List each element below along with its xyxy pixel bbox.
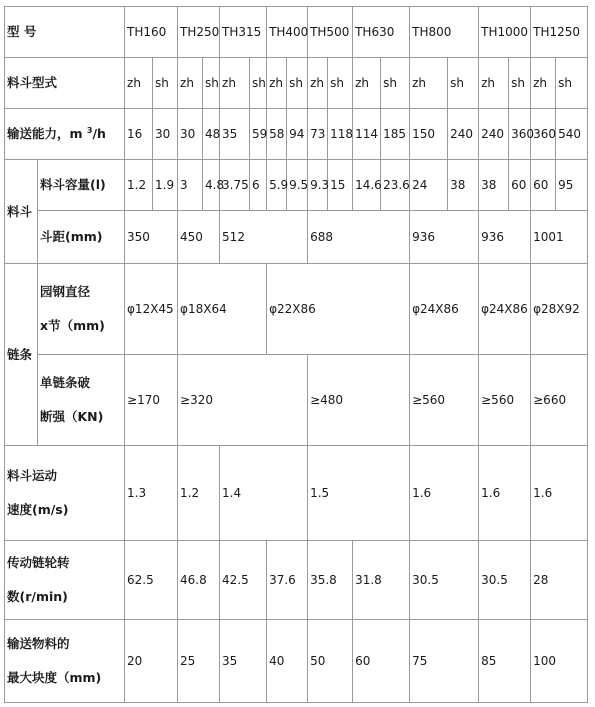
rpm-line-2: 数(r/min)	[7, 589, 68, 604]
max-lump-cell: 100	[531, 620, 588, 703]
rpm-cell: 31.8	[353, 541, 410, 620]
bucket-pitch-cell: 350	[125, 211, 178, 264]
label-max-lump	[5, 620, 125, 703]
bucket-type-cell: sh	[448, 58, 479, 109]
rpm-line-1: 传动链轮转	[7, 555, 70, 571]
chain-diameter-line-2: x节（mm)	[40, 318, 105, 333]
bucket-volume-cell: 38	[479, 160, 509, 211]
max-lump-line-1: 输送物料的	[7, 636, 70, 652]
bucket-volume-cell: 9.3	[308, 160, 328, 211]
speed-cell: 1.5	[308, 446, 410, 541]
bucket-pitch-cell: 688	[308, 211, 410, 264]
capacity-cell: 30	[153, 109, 178, 160]
capacity-cell: 240	[479, 109, 509, 160]
capacity-cell: 185	[381, 109, 410, 160]
capacity-cell: 35	[220, 109, 250, 160]
rpm-cell: 46.8	[178, 541, 220, 620]
capacity-cell: 360	[531, 109, 556, 160]
chain-break-line-2: 断强（KN)	[40, 409, 104, 424]
speed-cell: 1.6	[479, 446, 531, 541]
max-lump-cell: 60	[353, 620, 410, 703]
bucket-volume-cell: 9.5	[287, 160, 308, 211]
label-bucket-type: 料斗型式	[5, 58, 125, 109]
chain-diameter-cell: φ24X86	[410, 264, 479, 355]
capacity-cell: 360	[509, 109, 531, 160]
bucket-type-cell: zh	[410, 58, 448, 109]
capacity-label-unit: /h	[92, 126, 106, 142]
bucket-type-cell: zh	[125, 58, 153, 109]
speed-line-2: 速度(m/s)	[7, 502, 69, 517]
model-cell: TH630	[353, 7, 410, 58]
speed-cell: 1.3	[125, 446, 178, 541]
bucket-type-cell: zh	[308, 58, 328, 109]
max-lump-cell: 85	[479, 620, 531, 703]
model-cell: TH500	[308, 7, 353, 58]
bucket-volume-cell: 60	[509, 160, 531, 211]
capacity-cell: 58	[267, 109, 287, 160]
capacity-cell: 118	[328, 109, 353, 160]
chain-diameter-cell: φ18X64	[178, 264, 267, 355]
row-speed	[5, 446, 588, 541]
chain-break-cell: ≥560	[479, 355, 531, 446]
row-chain-diameter	[5, 264, 588, 355]
bucket-type-cell: zh	[353, 58, 381, 109]
capacity-cell: 150	[410, 109, 448, 160]
capacity-cell: 540	[556, 109, 588, 160]
chain-diameter-cell: φ12X45	[125, 264, 178, 355]
bucket-type-cell: sh	[203, 58, 220, 109]
bucket-type-cell: zh	[479, 58, 509, 109]
bucket-pitch-cell: 450	[178, 211, 220, 264]
label-speed	[5, 446, 125, 541]
label-chain-group: 链条	[5, 264, 38, 446]
chain-break-cell: ≥480	[308, 355, 410, 446]
chain-break-cell: ≥660	[531, 355, 588, 446]
bucket-volume-cell: 3	[178, 160, 203, 211]
bucket-type-cell: sh	[250, 58, 267, 109]
row-bucket-volume	[5, 160, 588, 211]
chain-break-cell: ≥320	[178, 355, 308, 446]
label-bucket-pitch: 斗距(mm)	[38, 211, 125, 264]
bucket-volume-cell: 24	[410, 160, 448, 211]
label-chain-diameter	[38, 264, 125, 355]
bucket-pitch-cell: 1001	[531, 211, 588, 264]
label-rpm	[5, 541, 125, 620]
bucket-volume-cell: 3.75	[220, 160, 250, 211]
row-bucket-type	[5, 58, 588, 109]
row-model	[5, 7, 588, 58]
bucket-pitch-cell: 936	[410, 211, 479, 264]
bucket-volume-cell: 4.8	[203, 160, 220, 211]
bucket-volume-cell: 38	[448, 160, 479, 211]
rpm-cell: 35.8	[308, 541, 353, 620]
bucket-volume-cell: 1.2	[125, 160, 153, 211]
capacity-label-text: 输送能力，m	[7, 126, 83, 142]
chain-break-cell: ≥170	[125, 355, 178, 446]
row-chain-break	[5, 355, 588, 446]
rpm-cell: 30.5	[410, 541, 479, 620]
capacity-cell: 48	[203, 109, 220, 160]
bucket-volume-cell: 95	[556, 160, 588, 211]
bucket-pitch-cell: 512	[220, 211, 308, 264]
bucket-type-cell: sh	[328, 58, 353, 109]
bucket-volume-cell: 6	[250, 160, 267, 211]
capacity-cell: 240	[448, 109, 479, 160]
chain-diameter-cell: φ24X86	[479, 264, 531, 355]
speed-cell: 1.2	[178, 446, 220, 541]
capacity-cell: 30	[178, 109, 203, 160]
bucket-type-cell: sh	[153, 58, 178, 109]
bucket-volume-cell: 15	[328, 160, 353, 211]
bucket-type-cell: sh	[509, 58, 531, 109]
speed-cell: 1.4	[220, 446, 308, 541]
model-cell: TH400	[267, 7, 308, 58]
model-cell: TH315	[220, 7, 267, 58]
max-lump-line-2: 最大块度（mm)	[7, 670, 102, 685]
row-bucket-pitch	[5, 211, 588, 264]
spec-table	[4, 6, 588, 703]
speed-line-1: 料斗运动	[7, 468, 58, 484]
bucket-type-cell: zh	[220, 58, 250, 109]
capacity-label-sup: 3	[86, 126, 93, 136]
row-max-lump	[5, 620, 588, 703]
bucket-volume-cell: 23.6	[381, 160, 410, 211]
bucket-type-cell: zh	[267, 58, 287, 109]
rpm-cell: 30.5	[479, 541, 531, 620]
label-bucket-group: 料斗	[5, 160, 38, 264]
max-lump-cell: 25	[178, 620, 220, 703]
model-cell: TH800	[410, 7, 479, 58]
capacity-cell: 114	[353, 109, 381, 160]
capacity-cell: 16	[125, 109, 153, 160]
model-cell: TH160	[125, 7, 178, 58]
bucket-volume-cell: 60	[531, 160, 556, 211]
row-rpm	[5, 541, 588, 620]
label-chain-break	[38, 355, 125, 446]
bucket-volume-cell: 5.9	[267, 160, 287, 211]
max-lump-cell: 20	[125, 620, 178, 703]
speed-cell: 1.6	[410, 446, 479, 541]
bucket-type-cell: sh	[381, 58, 410, 109]
capacity-cell: 73	[308, 109, 328, 160]
row-capacity	[5, 109, 588, 160]
label-bucket-volume: 料斗容量(l)	[38, 160, 125, 211]
bucket-volume-cell: 14.6	[353, 160, 381, 211]
model-cell: TH1250	[531, 7, 588, 58]
rpm-cell: 28	[531, 541, 588, 620]
rpm-cell: 42.5	[220, 541, 267, 620]
bucket-pitch-cell: 936	[479, 211, 531, 264]
capacity-cell: 94	[287, 109, 308, 160]
bucket-type-cell: zh	[178, 58, 203, 109]
chain-diameter-cell: φ22X86	[267, 264, 410, 355]
speed-cell: 1.6	[531, 446, 588, 541]
capacity-cell: 59	[250, 109, 267, 160]
max-lump-cell: 75	[410, 620, 479, 703]
chain-diameter-cell: φ28X92	[531, 264, 588, 355]
rpm-cell: 62.5	[125, 541, 178, 620]
label-capacity	[5, 109, 125, 160]
model-cell: TH1000	[479, 7, 531, 58]
bucket-type-cell: sh	[287, 58, 308, 109]
chain-break-line-1: 单链条破	[40, 375, 91, 391]
model-cell: TH250	[178, 7, 220, 58]
max-lump-cell: 50	[308, 620, 353, 703]
bucket-type-cell: sh	[556, 58, 588, 109]
max-lump-cell: 40	[267, 620, 308, 703]
max-lump-cell: 35	[220, 620, 267, 703]
bucket-volume-cell: 1.9	[153, 160, 178, 211]
bucket-type-cell: zh	[531, 58, 556, 109]
rpm-cell: 37.6	[267, 541, 308, 620]
chain-diameter-line-1: 园钢直径	[40, 284, 91, 300]
label-model: 型 号	[5, 7, 125, 58]
chain-break-cell: ≥560	[410, 355, 479, 446]
